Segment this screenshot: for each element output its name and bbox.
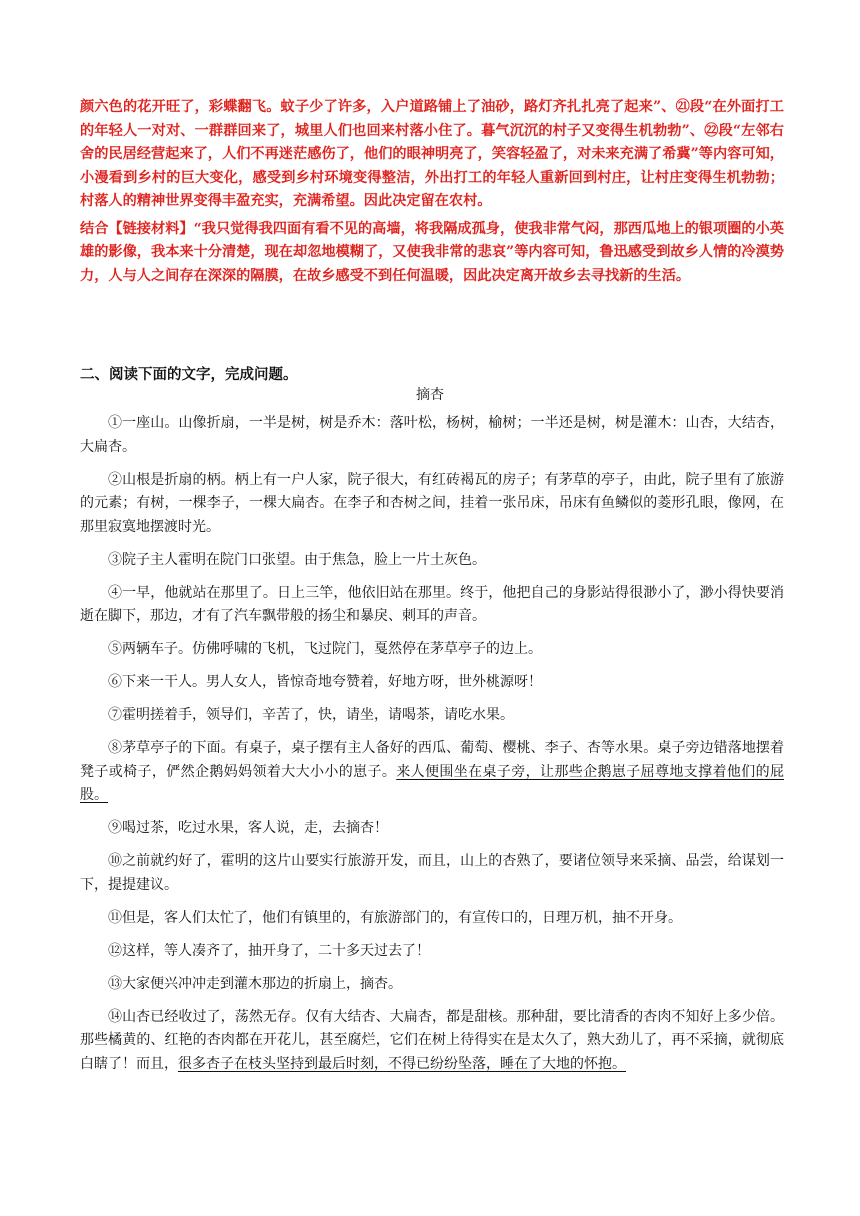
- story-body: [80, 412, 784, 1086]
- underlined-sentence-1: 来人便围坐在桌子旁，让那些企鹅崽子屈尊地支撑着他们的屁股。: [80, 763, 784, 803]
- story-paragraph-14-text: ⑭山杏已经收过了，荡然无存。仅有大结杏、大扁杏，都是甜核。那种甜，要比清香的杏肉不知好上多少倍。那些橘黄的、红艳的杏肉都在开花儿，甚至腐烂，它们在树上待得实在是太久了，熟大劲儿了，再不采摘，就彻底白瞎了！而且，: [80, 1008, 784, 1072]
- story-paragraph-6: ⑥下来一干人。男人女人，皆惊奇地夸赞着，好地方呀，世外桃源呀！: [108, 674, 542, 690]
- story-paragraph-8-text: ⑧茅草亭子的下面。有桌子，桌子摆有主人备好的西瓜、葡萄、樱桃、李子、杏等水果。桌子旁边错落地摆着凳子或椅子，俨然企鹅妈妈领着大大小小的崽子。: [80, 740, 784, 780]
- story-paragraph-10: ⑩之前就约好了，霍明的这片山要实行旅游开发，而且，山上的杏熟了，要诸位领导来采摘、品尝，给谋划一下，提提建议。: [80, 853, 784, 893]
- story-paragraph-7: ⑦霍明搓着手，领导们，辛苦了，快，请坐，请喝茶，请吃水果。: [108, 707, 514, 723]
- underlined-sentence-2: 很多杏子在枝头坚持到最后时刻，不得已纷纷坠落，睡在了大地的怀抱。: [178, 1055, 626, 1072]
- story-paragraph-9: ⑨喝过茶，吃过水果，客人说，走，去摘杏！: [108, 820, 388, 836]
- story-paragraph-14: [80, 1006, 784, 1077]
- story-paragraph-13: ⑬大家便兴冲冲走到灌木那边的折扇上，摘杏。: [108, 975, 402, 992]
- story-paragraph-5: ⑤两辆车子。仿佛呼啸的飞机，飞过院门，戛然停在茅草亭子的边上。: [108, 641, 542, 657]
- story-title: 摘杏: [416, 387, 444, 403]
- answer-paragraph-2: 结合【链接材料】“我只觉得我四面有看不见的高墙，将我隔成孤身，使我非常气闷，那西瓜地上的银项圈的小英雄的影像，我本来十分清楚，现在却忽地模糊了，又使我非常的悲哀”等内容可知，鲁迅感受到故乡人情的冷漠势力，人与人之间存在深深的隔膜，在故乡感受不到任何温暖，因此决定离开故乡去寻找新的生活。: [80, 220, 784, 284]
- section-heading: 二、阅读下面的文字，完成问题。: [80, 366, 298, 383]
- story-paragraph-11: ⑪但是，客人们太忙了，他们有镇里的，有旅游部门的，有宣传口的，日理万机，抽不开身。: [108, 909, 682, 926]
- answer-paragraph-1: 颜六色的花开旺了，彩蝶翻飞。蚊子少了许多，入户道路铺上了油砂，路灯齐扎扎亮了起来”、㉑段“在外面打工的年轻人一对对、一群群回来了，城里人们也回来村落小住了。暮气沉沉的村子又变得生机勃勃”、㉒段“左邻右舍的民居经营起来了，人们不再迷茫感伤了，他们的眼神明亮了，笑容轻盈了，对未来充满了希冀”等内容可知，小漫看到乡村的巨大变化，感受到乡村环境变得整洁，外出打工的年轻人重新回到村庄，让村庄变得生机勃勃；村落人的精神世界变得丰盈充实，充满希望。因此决定留在农村。: [80, 99, 784, 209]
- story-paragraph-12: ⑫这样，等人凑齐了，抽开身了，二十多天过去了！: [108, 942, 430, 959]
- story-paragraph-2: ②山根是折扇的柄。柄上有一户人家，院子很大，有红砖褐瓦的房子；有茅草的亭子，由此，院子里有了旅游的元素；有树，一棵李子，一棵大扁杏。在李子和杏树之间，挂着一张吊床，吊床有鱼鳞似的菱形孔眼，像网，在那里寂寞地摆渡时光。: [80, 471, 784, 535]
- story-paragraph-3: ③院子主人霍明在院门口张望。由于焦急，脸上一片土灰色。: [108, 551, 486, 568]
- story-paragraph-1: ①一座山。山像折扇，一半是树，树是乔木：落叶松，杨树，榆树；一半还是树，树是灌木：山杏，大结杏，大扁杏。: [80, 415, 784, 455]
- story-paragraph-4: ④一早，他就站在那里了。日上三竿，他依旧站在那里。终于，他把自己的身影站得很渺小了，渺小得快要消逝在脚下，那边，才有了汽车飘带般的扬尘和暴戾、刺耳的声音。: [80, 584, 784, 624]
- answer-explanation: [80, 96, 784, 288]
- story-paragraph-8: [80, 737, 784, 808]
